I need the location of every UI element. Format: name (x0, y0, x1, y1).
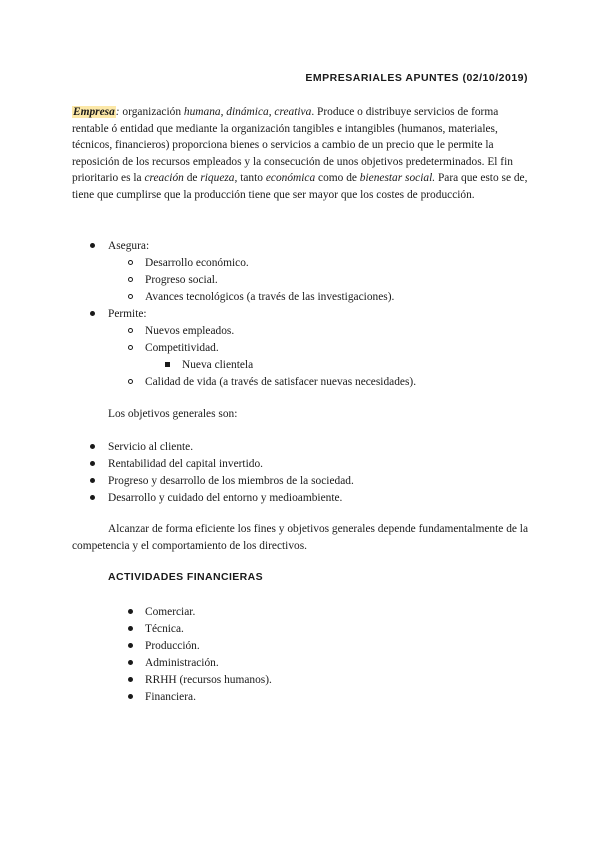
list-item: Calidad de vida (a través de satisfacer nuevas necesidades). (145, 376, 417, 388)
document-header: EMPRESARIALES APUNTES (02/10/2019) (305, 72, 528, 84)
list-item: Administración. (145, 657, 219, 669)
list-item: Nueva clientela (182, 359, 254, 371)
circle-bullet-icon (128, 379, 133, 384)
bullet-icon (128, 694, 133, 699)
bullet-icon (128, 677, 133, 682)
list-item: Avances tecnológicos (a través de las investigaciones). (145, 291, 395, 303)
bullet-icon (128, 626, 133, 631)
list-item: Comerciar. (145, 606, 196, 618)
bullet-icon (90, 461, 95, 466)
objetivos-intro: Los objetivos generales son: (108, 408, 238, 420)
intro-paragraph: Empresa: organización humana, dinámica, creativa. Produce o distribuye servicios de forma rentable ó entidad que mediante la organización tangibles e intangibles (humanos, materiales, técnicos, financieros) proporciona bienes o servicios a cambio de un precio que le permite la reposición de los recursos empleados y la consecución de unos objetivos predeterminados. El fin prioritario es la creación de riqueza, tanto económica como de bienestar social. Para que esto se de, tiene que cumplirse que la producción tiene que ser mayor que los costes de producción. (72, 106, 528, 201)
list-item: Competitividad. (145, 342, 219, 354)
list-item: Producción. (145, 640, 200, 652)
list-item: Progreso y desarrollo de los miembros de la sociedad. (108, 475, 354, 487)
list-item: Desarrollo y cuidado del entorno y medioambiente. (108, 492, 343, 504)
highlighted-term: Empresa (73, 106, 115, 118)
bullet-icon (90, 444, 95, 449)
list-item: Permite: (108, 308, 147, 320)
circle-bullet-icon (128, 277, 133, 282)
list-item: Financiera. (145, 691, 196, 703)
list-item: Nuevos empleados. (145, 325, 235, 337)
list-item: Rentabilidad del capital invertido. (108, 458, 263, 470)
square-bullet-icon (165, 362, 170, 367)
circle-bullet-icon (128, 345, 133, 350)
circle-bullet-icon (128, 294, 133, 299)
list-item: Asegura: (108, 240, 150, 252)
conclusion-paragraph: Alcanzar de forma eficiente los fines y objetivos generales depende fundamentalmente de la competencia y el comportamiento de los directivos. (72, 523, 529, 552)
bullet-icon (90, 478, 95, 483)
bullet-icon (128, 660, 133, 665)
list-item: Técnica. (145, 623, 184, 635)
circle-bullet-icon (128, 260, 133, 265)
bullet-icon (128, 643, 133, 648)
circle-bullet-icon (128, 328, 133, 333)
list-item: Progreso social. (145, 274, 218, 286)
list-item: Desarrollo económico. (145, 257, 249, 269)
bullet-icon (128, 609, 133, 614)
bullet-icon (90, 243, 95, 248)
list-item: RRHH (recursos humanos). (145, 674, 272, 686)
section-title: ACTIVIDADES FINANCIERAS (108, 571, 264, 583)
bullet-icon (90, 495, 95, 500)
bullet-icon (90, 311, 95, 316)
list-item: Servicio al cliente. (108, 441, 194, 453)
